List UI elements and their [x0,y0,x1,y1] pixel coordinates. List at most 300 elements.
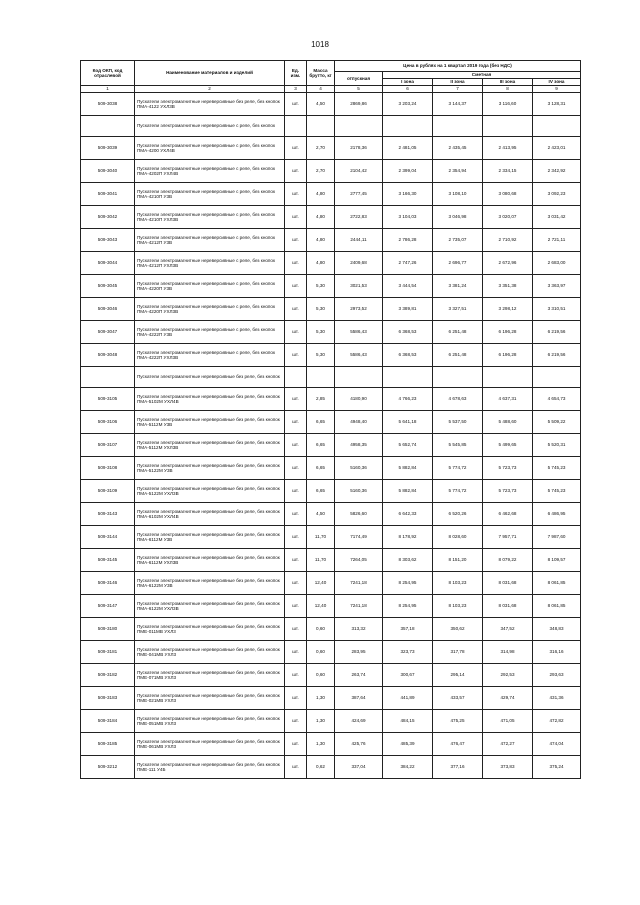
row-zone-2-price: 2 735,07 [433,229,483,252]
row-zone-3-price: 3 351,38 [483,275,533,298]
row-code: 509-3042 [81,206,135,229]
row-name: Пускатели электромагнитные нереверсивные без реле, без кнопок ПМА-5112М УХЛ3В [135,434,285,457]
row-code: 509-3045 [81,275,135,298]
row-zone-3-price: 373,83 [483,756,533,779]
table-row [81,160,581,183]
row-zone-3-price: 3 298,12 [483,298,533,321]
row-zone-3-price: 5 723,73 [483,480,533,503]
row-name: Пускатели электромагнитные нереверсивные с реле, без кнопок ПМА-4222П УХЛ3В [135,344,285,367]
row-zone-3-price: 3 116,60 [483,93,533,116]
row-code: 509-3107 [81,434,135,457]
row-unit: шт. [285,206,307,229]
row-zone-2-price: 3 381,24 [433,275,483,298]
row-zone-2-price: 3 046,98 [433,206,483,229]
table-row [81,206,581,229]
row-mass: 6,65 [307,411,335,434]
row-release-price [335,367,383,388]
row-zone-3-price: 2 413,95 [483,137,533,160]
row-zone-1-price: 357,18 [383,618,433,641]
row-zone-2-price: 433,57 [433,687,483,710]
row-code: 509-3184 [81,710,135,733]
row-code: 509-3185 [81,733,135,756]
row-zone-4-price [533,116,581,137]
row-code: 509-3182 [81,664,135,687]
row-zone-1-price: 4 766,23 [383,388,433,411]
row-unit: шт. [285,710,307,733]
row-zone-4-price: 472,82 [533,710,581,733]
row-mass: 2,70 [307,137,335,160]
row-release-price: 2722,83 [335,206,383,229]
row-unit: шт. [285,687,307,710]
row-zone-3-price: 5 499,65 [483,434,533,457]
row-zone-1-price: 2 747,26 [383,252,433,275]
row-name: Пускатели электромагнитные нереверсивные без реле, без кнопок ПМЕ-041МВ УХЛ3 [135,641,285,664]
row-zone-4-price: 6 219,56 [533,321,581,344]
row-unit: шт. [285,275,307,298]
row-name: Пускатели электромагнитные нереверсивные с реле, без кнопок [135,116,285,137]
row-code: 509-3181 [81,641,135,664]
row-zone-1-price: 384,22 [383,756,433,779]
row-unit [285,116,307,137]
row-name: Пускатели электромагнитные нереверсивные без реле, без кнопок ПМЕ-051МВ УХЛ3 [135,710,285,733]
table-row [81,710,581,733]
row-zone-2-price: 2 354,94 [433,160,483,183]
row-zone-2-price: 6 520,26 [433,503,483,526]
row-zone-4-price: 474,04 [533,733,581,756]
row-zone-3-price: 2 710,92 [483,229,533,252]
table-row [81,321,581,344]
table-row [81,275,581,298]
row-unit: шт. [285,733,307,756]
table-row [81,549,581,572]
row-zone-3-price: 471,05 [483,710,533,733]
row-unit: шт. [285,595,307,618]
row-zone-1-price: 300,67 [383,664,433,687]
header-name: Наименование материалов и изделий [135,61,285,86]
row-code: 509-3212 [81,756,135,779]
row-code: 509-3144 [81,526,135,549]
row-zone-3-price: 314,98 [483,641,533,664]
row-release-price: 2869,86 [335,93,383,116]
row-zone-3-price: 5 723,73 [483,457,533,480]
row-mass: 0,60 [307,664,335,687]
row-mass: 0,60 [307,618,335,641]
row-zone-1-price: 8 178,92 [383,526,433,549]
row-zone-1-price: 3 203,24 [383,93,433,116]
row-unit: шт. [285,183,307,206]
row-zone-3-price: 8 079,22 [483,549,533,572]
row-zone-4-price: 6 486,95 [533,503,581,526]
row-unit: шт. [285,160,307,183]
row-mass: 2,85 [307,388,335,411]
table-row [81,503,581,526]
row-zone-3-price: 472,27 [483,733,533,756]
row-unit: шт. [285,526,307,549]
row-unit: шт. [285,388,307,411]
row-name: Пускатели электромагнитные нереверсивные без реле, без кнопок ПМЕ-011МВ УХЛ3 [135,618,285,641]
row-mass: 11,70 [307,549,335,572]
row-zone-3-price: 8 031,68 [483,572,533,595]
column-numbers-row [81,86,581,93]
row-unit: шт. [285,549,307,572]
row-name: Пускатели электромагнитные нереверсивные без реле, без кнопок ПМА-6102М УХЛ4В [135,503,285,526]
row-name: Пускатели электромагнитные нереверсивные без реле, без кнопок ПМА-5112М У3В [135,411,285,434]
row-release-price: 387,64 [335,687,383,710]
col-number: 2 [135,86,285,93]
table-row [81,756,581,779]
row-name: Пускатели электромагнитные нереверсивные без реле, без кнопок ПМА-5122М УХЛ3В [135,480,285,503]
row-release-price: 5160,36 [335,480,383,503]
row-zone-4-price: 2 683,00 [533,252,581,275]
row-zone-3-price: 2 672,96 [483,252,533,275]
row-release-price: 2973,52 [335,298,383,321]
row-name: Пускатели электромагнитные нереверсивные без реле, без кнопок ПМА-6112М У3В [135,526,285,549]
row-zone-3-price: 7 957,71 [483,526,533,549]
row-unit: шт. [285,664,307,687]
row-zone-1-price: 484,15 [383,710,433,733]
row-mass: 0,60 [307,641,335,664]
row-unit: шт. [285,480,307,503]
row-zone-1-price: 6 368,53 [383,321,433,344]
row-zone-4-price: 5 745,23 [533,457,581,480]
table-row [81,183,581,206]
table-row [81,298,581,321]
row-zone-3-price: 8 031,68 [483,595,533,618]
row-code: 509-3044 [81,252,135,275]
row-code: 509-3108 [81,457,135,480]
row-code: 509-3146 [81,572,135,595]
row-zone-4-price: 431,36 [533,687,581,710]
row-zone-1-price: 5 882,84 [383,457,433,480]
row-zone-1-price: 323,73 [383,641,433,664]
section-header-row [81,367,581,388]
row-zone-1-price: 2 481,05 [383,137,433,160]
row-zone-4-price: 5 745,23 [533,480,581,503]
row-mass: 4,50 [307,93,335,116]
row-zone-4-price: 5 509,22 [533,411,581,434]
col-number: 1 [81,86,135,93]
col-number: 3 [285,86,307,93]
row-zone-4-price: 3 363,97 [533,275,581,298]
row-zone-2-price [433,116,483,137]
row-zone-2-price: 475,25 [433,710,483,733]
row-release-price: 3021,53 [335,275,383,298]
row-zone-1-price: 2 399,04 [383,160,433,183]
header-mass: Масса брутто, кг [307,61,335,86]
header-price-group: Цена в рублях на 1 квартал 2019 года (без НДС) [335,61,581,72]
table-row [81,411,581,434]
row-release-price: 4180,90 [335,388,383,411]
row-name: Пускатели электромагнитные нереверсивные без реле, без кнопок ПМЕ-111 У4Б [135,756,285,779]
row-release-price: 5586,43 [335,344,383,367]
row-code: 509-3048 [81,344,135,367]
row-unit: шт. [285,434,307,457]
row-code: 509-3145 [81,549,135,572]
row-zone-2-price: 5 545,85 [433,434,483,457]
row-mass: 2,70 [307,160,335,183]
row-unit: шт. [285,572,307,595]
row-release-price: 5586,43 [335,321,383,344]
header-unit: Ед. изм. [285,61,307,86]
table-row [81,526,581,549]
row-mass: 5,30 [307,321,335,344]
table-row [81,137,581,160]
row-name: Пускатели электромагнитные нереверсивные без реле, без кнопок [135,367,285,388]
row-zone-4-price: 316,16 [533,641,581,664]
row-unit: шт. [285,321,307,344]
row-name: Пускатели электромагнитные нереверсивные с реле, без кнопок ПМА-4222П У3В [135,321,285,344]
row-zone-2-price: 2 435,45 [433,137,483,160]
row-zone-3-price: 3 080,68 [483,183,533,206]
page-number: 1018 [311,40,329,49]
row-mass: 12,40 [307,572,335,595]
row-name: Пускатели электромагнитные нереверсивные без реле, без кнопок ПМА-5122М У3В [135,457,285,480]
row-name: Пускатели электромагнитные нереверсивные с реле, без кнопок ПМА-4220П УХЛ3В [135,298,285,321]
row-zone-2-price: 377,16 [433,756,483,779]
row-mass: 4,80 [307,183,335,206]
row-code: 509-3038 [81,93,135,116]
col-number: 6 [383,86,433,93]
row-zone-2-price: 5 537,50 [433,411,483,434]
table-row [81,664,581,687]
row-code: 509-3147 [81,595,135,618]
row-zone-4-price: 6 219,56 [533,344,581,367]
row-unit: шт. [285,618,307,641]
row-mass: 1,30 [307,687,335,710]
row-release-price: 337,04 [335,756,383,779]
row-code: 509-3039 [81,137,135,160]
row-release-price: 425,76 [335,733,383,756]
col-number: 9 [533,86,581,93]
header-zone-1: I зона [383,79,433,86]
row-unit: шт. [285,229,307,252]
row-unit: шт. [285,457,307,480]
table-row [81,93,581,116]
row-release-price: 424,69 [335,710,383,733]
row-mass: 4,80 [307,229,335,252]
table-row [81,252,581,275]
row-name: Пускатели электромагнитные нереверсивные с реле, без кнопок ПМА-4202П УХЛ4В [135,160,285,183]
row-unit: шт. [285,137,307,160]
row-zone-2-price: 4 678,63 [433,388,483,411]
row-zone-2-price: 476,47 [433,733,483,756]
row-code: 509-3143 [81,503,135,526]
row-zone-4-price: 8 061,85 [533,595,581,618]
row-zone-3-price: 292,53 [483,664,533,687]
row-release-price: 7241,18 [335,595,383,618]
row-zone-1-price: 8 303,62 [383,549,433,572]
row-mass [307,367,335,388]
table-row [81,641,581,664]
row-zone-1-price: 3 104,03 [383,206,433,229]
row-zone-1-price: 2 786,28 [383,229,433,252]
row-zone-3-price: 5 488,60 [483,411,533,434]
row-mass: 12,40 [307,595,335,618]
row-release-price [335,116,383,137]
table-row [81,733,581,756]
row-code: 509-3041 [81,183,135,206]
row-mass: 5,30 [307,275,335,298]
row-zone-1-price: 3 444,54 [383,275,433,298]
row-zone-4-price: 3 031,42 [533,206,581,229]
table-row [81,344,581,367]
row-zone-2-price: 295,14 [433,664,483,687]
row-code: 509-3047 [81,321,135,344]
row-zone-2-price: 6 251,48 [433,321,483,344]
row-zone-1-price: 5 882,84 [383,480,433,503]
row-release-price: 7174,49 [335,526,383,549]
row-zone-4-price: 5 520,31 [533,434,581,457]
row-mass: 1,30 [307,733,335,756]
row-zone-1-price: 5 652,74 [383,434,433,457]
table-row [81,388,581,411]
row-release-price: 5826,60 [335,503,383,526]
row-release-price: 2104,42 [335,160,383,183]
table-row [81,572,581,595]
row-name: Пускатели электромагнитные нереверсивные с реле, без кнопок ПМА-4200 УХЛ4В [135,137,285,160]
row-zone-2-price: 8 103,23 [433,572,483,595]
row-code [81,116,135,137]
row-name: Пускатели электромагнитные нереверсивные без реле, без кнопок ПМЕ-071МВ УХЛ3 [135,664,285,687]
row-name: Пускатели электромагнитные нереверсивные без реле, без кнопок ПМА-6122М УХЛ3В [135,595,285,618]
row-zone-4-price: 348,83 [533,618,581,641]
price-table [80,60,581,779]
row-mass: 5,30 [307,344,335,367]
row-release-price: 2178,36 [335,137,383,160]
header-zone-2: II зона [433,79,483,86]
row-zone-3-price: 2 334,15 [483,160,533,183]
row-code: 509-3040 [81,160,135,183]
row-zone-1-price: 3 166,30 [383,183,433,206]
row-zone-4-price: 2 721,11 [533,229,581,252]
row-zone-2-price: 3 327,51 [433,298,483,321]
row-zone-4-price: 4 654,73 [533,388,581,411]
row-code: 509-3105 [81,388,135,411]
row-zone-4-price: 3 128,31 [533,93,581,116]
row-zone-2-price: 3 144,37 [433,93,483,116]
row-unit: шт. [285,503,307,526]
row-zone-1-price: 8 254,95 [383,572,433,595]
row-zone-2-price: 8 103,23 [433,595,483,618]
row-unit: шт. [285,411,307,434]
row-zone-3-price: 6 462,68 [483,503,533,526]
table-row [81,480,581,503]
table-row [81,457,581,480]
row-code: 509-3180 [81,618,135,641]
row-zone-3-price [483,367,533,388]
header-code: Код ОКП, код отраслевой [81,61,135,86]
header-estimate-price: Сметная [383,72,581,79]
row-zone-2-price: 8 028,60 [433,526,483,549]
row-mass: 4,80 [307,206,335,229]
row-code: 509-3183 [81,687,135,710]
row-unit: шт. [285,756,307,779]
row-code [81,367,135,388]
row-release-price: 7264,05 [335,549,383,572]
row-zone-2-price: 350,62 [433,618,483,641]
row-code: 509-3043 [81,229,135,252]
row-zone-1-price [383,367,433,388]
row-mass: 11,70 [307,526,335,549]
row-mass: 5,30 [307,298,335,321]
row-zone-3-price [483,116,533,137]
row-zone-4-price: 8 109,57 [533,549,581,572]
row-release-price: 4948,40 [335,411,383,434]
row-zone-3-price: 3 020,07 [483,206,533,229]
row-zone-3-price: 6 196,28 [483,321,533,344]
row-zone-4-price: 7 987,60 [533,526,581,549]
row-unit: шт. [285,93,307,116]
table-row [81,434,581,457]
row-zone-2-price: 3 108,10 [433,183,483,206]
row-zone-1-price: 5 641,18 [383,411,433,434]
row-zone-4-price: 2 423,01 [533,137,581,160]
header-release-price: отпускная [335,72,383,86]
row-zone-2-price: 6 251,48 [433,344,483,367]
row-zone-3-price: 429,74 [483,687,533,710]
row-release-price: 7241,18 [335,572,383,595]
row-zone-1-price: 6 642,33 [383,503,433,526]
row-code: 509-3106 [81,411,135,434]
row-name: Пускатели электромагнитные нереверсивные без реле, без кнопок ПМЕ-021МВ УХЛ3 [135,687,285,710]
row-zone-2-price [433,367,483,388]
row-name: Пускатели электромагнитные нереверсивные с реле, без кнопок ПМА-4210П У3В [135,183,285,206]
row-zone-3-price: 4 637,31 [483,388,533,411]
row-code: 509-3109 [81,480,135,503]
col-number: 4 [307,86,335,93]
row-name: Пускатели электромагнитные нереверсивные без реле, без кнопок ПМА-6112М УХЛ3В [135,549,285,572]
header-zone-4: IV зона [533,79,581,86]
row-zone-4-price [533,367,581,388]
row-mass: 6,65 [307,434,335,457]
row-unit: шт. [285,641,307,664]
row-unit: шт. [285,344,307,367]
table-row [81,229,581,252]
row-zone-3-price: 347,52 [483,618,533,641]
header-zone-3: III зона [483,79,533,86]
table-row [81,618,581,641]
col-number: 5 [335,86,383,93]
table-row [81,595,581,618]
row-unit: шт. [285,298,307,321]
col-number: 7 [433,86,483,93]
row-mass: 4,80 [307,252,335,275]
row-release-price: 313,32 [335,618,383,641]
row-release-price: 2444,11 [335,229,383,252]
row-unit [285,367,307,388]
row-zone-4-price: 3 310,51 [533,298,581,321]
row-unit: шт. [285,252,307,275]
row-zone-4-price: 3 092,23 [533,183,581,206]
row-zone-2-price: 5 774,72 [433,457,483,480]
row-zone-1-price: 3 389,81 [383,298,433,321]
row-release-price: 283,95 [335,641,383,664]
row-release-price: 5160,36 [335,457,383,480]
row-zone-4-price: 8 061,85 [533,572,581,595]
row-zone-3-price: 6 196,28 [483,344,533,367]
row-release-price: 2409,68 [335,252,383,275]
row-name: Пускатели электромагнитные нереверсивные без реле, без кнопок ПМА-4122 УХЛ3В [135,93,285,116]
row-name: Пускатели электромагнитные нереверсивные без реле, без кнопок ПМЕ-061МВ УХЛ3 [135,733,285,756]
row-name: Пускатели электромагнитные нереверсивные с реле, без кнопок ПМА-4212П УХЛ3В [135,252,285,275]
row-zone-2-price: 317,78 [433,641,483,664]
row-mass: 0,62 [307,756,335,779]
row-release-price: 263,74 [335,664,383,687]
row-zone-1-price: 485,39 [383,733,433,756]
row-mass: 4,50 [307,503,335,526]
row-zone-1-price [383,116,433,137]
row-mass: 1,30 [307,710,335,733]
